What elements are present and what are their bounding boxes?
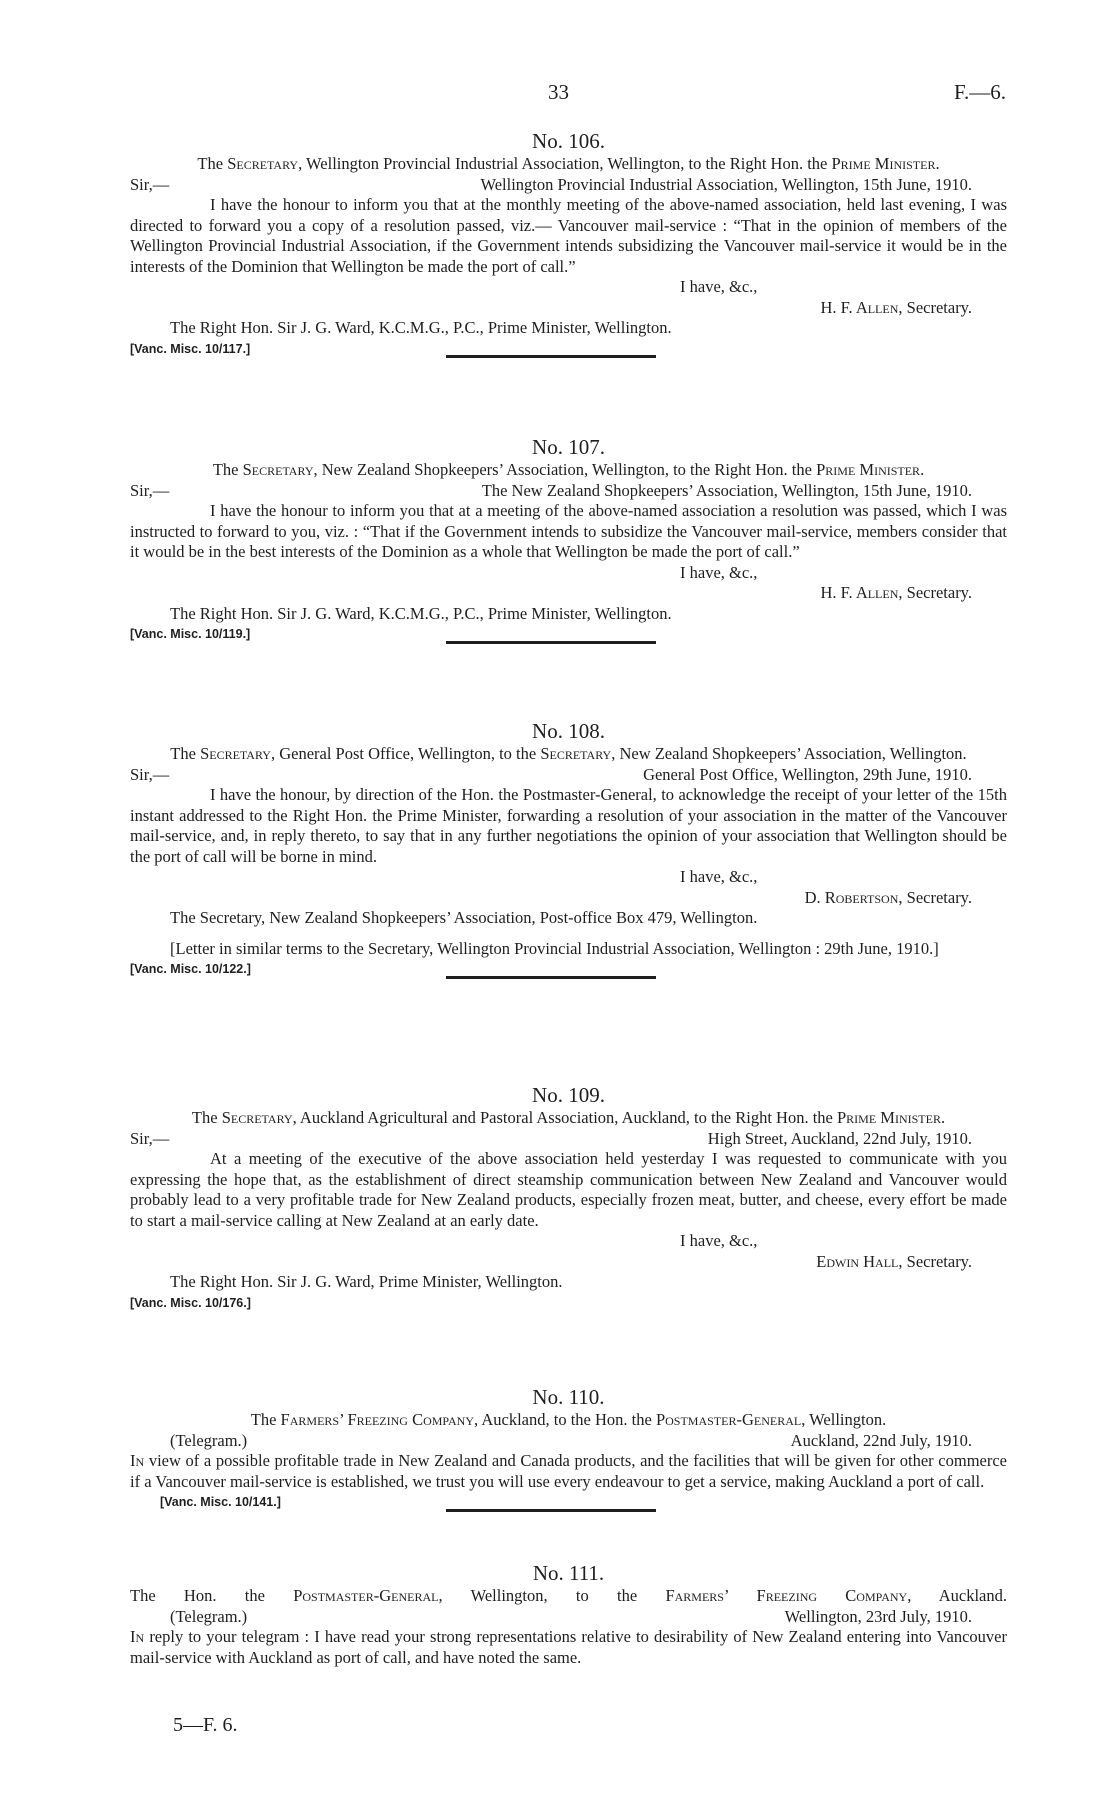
item-number: No. 106. — [532, 129, 605, 153]
signer-title: Secretary. — [906, 887, 972, 907]
signature: D. Robertson, Secretary. — [804, 887, 972, 907]
letter-body: I have the honour, by direction of the Hon. the Postmaster-General, to acknowledge the receipt of your letter of the 15th instant addressed to the Right Hon. the Prime Minister, forwarding a resolution of your association in the matter of the Vancouver mail-service, and, in reply thereto, to say that in any further negotiations the opinion of your association that Wellington should be the port of call will be borne in mind. — [130, 785, 1007, 866]
item-number: No. 111. — [532, 1561, 605, 1585]
salutation-row — [130, 481, 1007, 502]
signature: H. F. Allen, Secretary. — [820, 297, 972, 317]
closing: I have, &c., — [680, 562, 758, 582]
dateline: Wellington, 23rd July, 1910. — [784, 1606, 972, 1626]
section-divider — [446, 355, 656, 358]
file-reference: [Vanc. Misc. 10/119.] — [130, 627, 251, 641]
telegram-label: (Telegram.) — [170, 1606, 248, 1626]
letter-body: At a meeting of the executive of the above association held yesterday I was requested to communicate with you expressing the hope that, as the establishment of direct steamship communication between New Zealand and Vancouver would probably lead to a very profitable trade for New Zealand products, especially frozen meat, butter, and cheese, every effort be made to start a mail-service calling at New Zealand at an early date. — [130, 1149, 1007, 1230]
body-lead: In — [130, 1627, 145, 1646]
telegram-row — [130, 1431, 1007, 1452]
file-reference: [Vanc. Misc. 10/176.] — [130, 1295, 251, 1310]
item-number: No. 110. — [532, 1385, 605, 1409]
dateline: High Street, Auckland, 22nd July, 1910. — [707, 1128, 972, 1148]
page-number: 33 — [548, 80, 569, 104]
item-title: The Secretary, Wellington Provincial Industrial Association, Wellington, to the Right Hon. the Prime Minister. — [197, 154, 940, 173]
body-text: reply to your telegram : I have read your strong representations relative to desirability of New Zealand entering into Vancouver mail-service with Auckland as port of call, and have noted the same. — [130, 1627, 1008, 1667]
salutation-row — [130, 765, 1007, 786]
item-title: The Hon. the Postmaster-General, Wellington, to the Farmers’ Freezing Company, Auckland. — [130, 1586, 1007, 1605]
small-caps-name: Secretary — [200, 744, 271, 763]
small-caps-name: Farmers’ Freezing Company — [665, 1586, 908, 1605]
file-reference: [Vanc. Misc. 10/141.] — [160, 1495, 281, 1509]
closing: I have, &c., — [680, 277, 758, 296]
item-107 — [130, 434, 1007, 644]
letter-body: I have the honour to inform you that at the monthly meeting of the above-named association, held last evening, I was directed to forward you a copy of a resolution passed, viz.— Vancouver mail-service : “That in the opinion of members of the Wellington Provincial Industrial Association, if the Government intends subsidizing the Vancouver mail-service it would be in the interests of the Dominion that Wellington be made the port of call.” — [130, 195, 1007, 276]
salutation: Sir,— — [130, 764, 170, 784]
addressee: The Right Hon. Sir J. G. Ward, K.C.M.G., P.C., Prime Minister, Wellington. — [170, 603, 672, 623]
body-text: view of a possible profitable trade in New Zealand and Canada products, and the facilities that will be given for other commerce if a Vancouver mail-service is established, we trust you will use every endeavour to get a service, making Auckland a port of call. — [130, 1451, 1008, 1491]
salutation: Sir,— — [130, 1128, 170, 1148]
salutation-row — [130, 1129, 1007, 1150]
signature: H. F. Allen, Secretary. — [820, 583, 972, 602]
signer-title: Secretary. — [906, 1251, 972, 1271]
signer-title: Secretary. — [906, 297, 972, 317]
section-divider — [446, 641, 656, 644]
signer-title: Secretary. — [906, 583, 972, 602]
item-110 — [130, 1384, 1007, 1512]
telegram-body — [130, 1451, 1007, 1492]
closing: I have, &c., — [680, 1231, 758, 1250]
item-title: The Secretary, New Zealand Shopkeepers’ Association, Wellington, to the Right Hon. the Prime Minister. — [212, 460, 925, 479]
telegram-row — [130, 1607, 1007, 1628]
dateline: Wellington Provincial Industrial Association, Wellington, 15th June, 1910. — [480, 174, 972, 194]
small-caps-name: Secretary — [227, 154, 299, 173]
item-106 — [130, 128, 1007, 358]
dateline: General Post Office, Wellington, 29th June, 1910. — [643, 764, 972, 784]
item-number: No. 107. — [532, 435, 605, 459]
letter-body: I have the honour to inform you that at a meeting of the above-named association a resolution was passed, which I was instructed to forward to you, viz. : “That if the Government intends to subsidize the Vancouver mail-service, members consider that it would be in the best interests of the Dominion as a whole that Wellington be made the port of call.” — [130, 501, 1007, 561]
small-caps-name: Secretary — [540, 744, 612, 763]
body-lead: In — [130, 1451, 145, 1470]
signer-name: H. F. Allen — [820, 297, 899, 317]
bracket-note: [Letter in similar terms to the Secretary, Wellington Provincial Industrial Association, Wellington : 29th June, 1910.] — [170, 938, 939, 958]
item-111 — [130, 1560, 1007, 1668]
telegram-label: (Telegram.) — [170, 1430, 248, 1450]
item-number: No. 108. — [532, 719, 605, 743]
small-caps-name: Prime Minister — [831, 154, 936, 173]
dateline: The New Zealand Shopkeepers’ Association, Wellington, 15th June, 1910. — [481, 480, 972, 500]
closing: I have, &c., — [680, 867, 758, 886]
small-caps-name: Postmaster-General — [293, 1586, 439, 1605]
small-caps-name: Secretary — [242, 460, 314, 479]
salutation: Sir,— — [130, 480, 170, 500]
item-number: No. 109. — [532, 1083, 605, 1107]
small-caps-name: Prime Minister — [816, 460, 921, 479]
item-title: The Secretary, Auckland Agricultural and Pastoral Association, Auckland, to the Right Hon. the Prime Minister. — [191, 1108, 946, 1127]
addressee: The Right Hon. Sir J. G. Ward, K.C.M.G., P.C., Prime Minister, Wellington. — [170, 318, 672, 337]
section-divider — [446, 1509, 656, 1512]
signature-mark: 5—F. 6. — [173, 1714, 238, 1736]
dateline: Auckland, 22nd July, 1910. — [790, 1430, 972, 1450]
small-caps-name: Postmaster-General — [655, 1410, 802, 1429]
small-caps-name: Prime Minister — [837, 1108, 941, 1127]
salutation-row — [130, 175, 1007, 196]
file-reference: [Vanc. Misc. 10/117.] — [130, 341, 251, 356]
signer-name: H. F. Allen — [820, 583, 899, 602]
item-108 — [130, 718, 1007, 979]
item-title: The Secretary, General Post Office, Wellington, to the Secretary, New Zealand Shopkeepers’ Association, Wellington. — [170, 744, 967, 763]
addressee: The Right Hon. Sir J. G. Ward, Prime Minister, Wellington. — [170, 1272, 563, 1291]
paper-reference: F.—6. — [954, 80, 1006, 104]
section-divider — [446, 976, 656, 979]
item-title: The Farmers’ Freezing Company, Auckland, to the Hon. the Postmaster-General, Wellington. — [250, 1410, 887, 1429]
small-caps-name: Secretary — [221, 1108, 293, 1127]
item-109 — [130, 1082, 1007, 1313]
telegram-body — [130, 1627, 1007, 1668]
file-reference: [Vanc. Misc. 10/122.] — [130, 962, 251, 976]
addressee: The Secretary, New Zealand Shopkeepers’ Association, Post-office Box 479, Wellington. — [170, 908, 758, 927]
salutation: Sir,— — [130, 174, 170, 194]
small-caps-name: Farmers’ Freezing Company — [280, 1410, 475, 1429]
signer-name: D. Robertson — [804, 887, 899, 907]
signer-name: Edwin Hall — [816, 1251, 899, 1271]
signature: Edwin Hall, Secretary. — [816, 1251, 972, 1271]
